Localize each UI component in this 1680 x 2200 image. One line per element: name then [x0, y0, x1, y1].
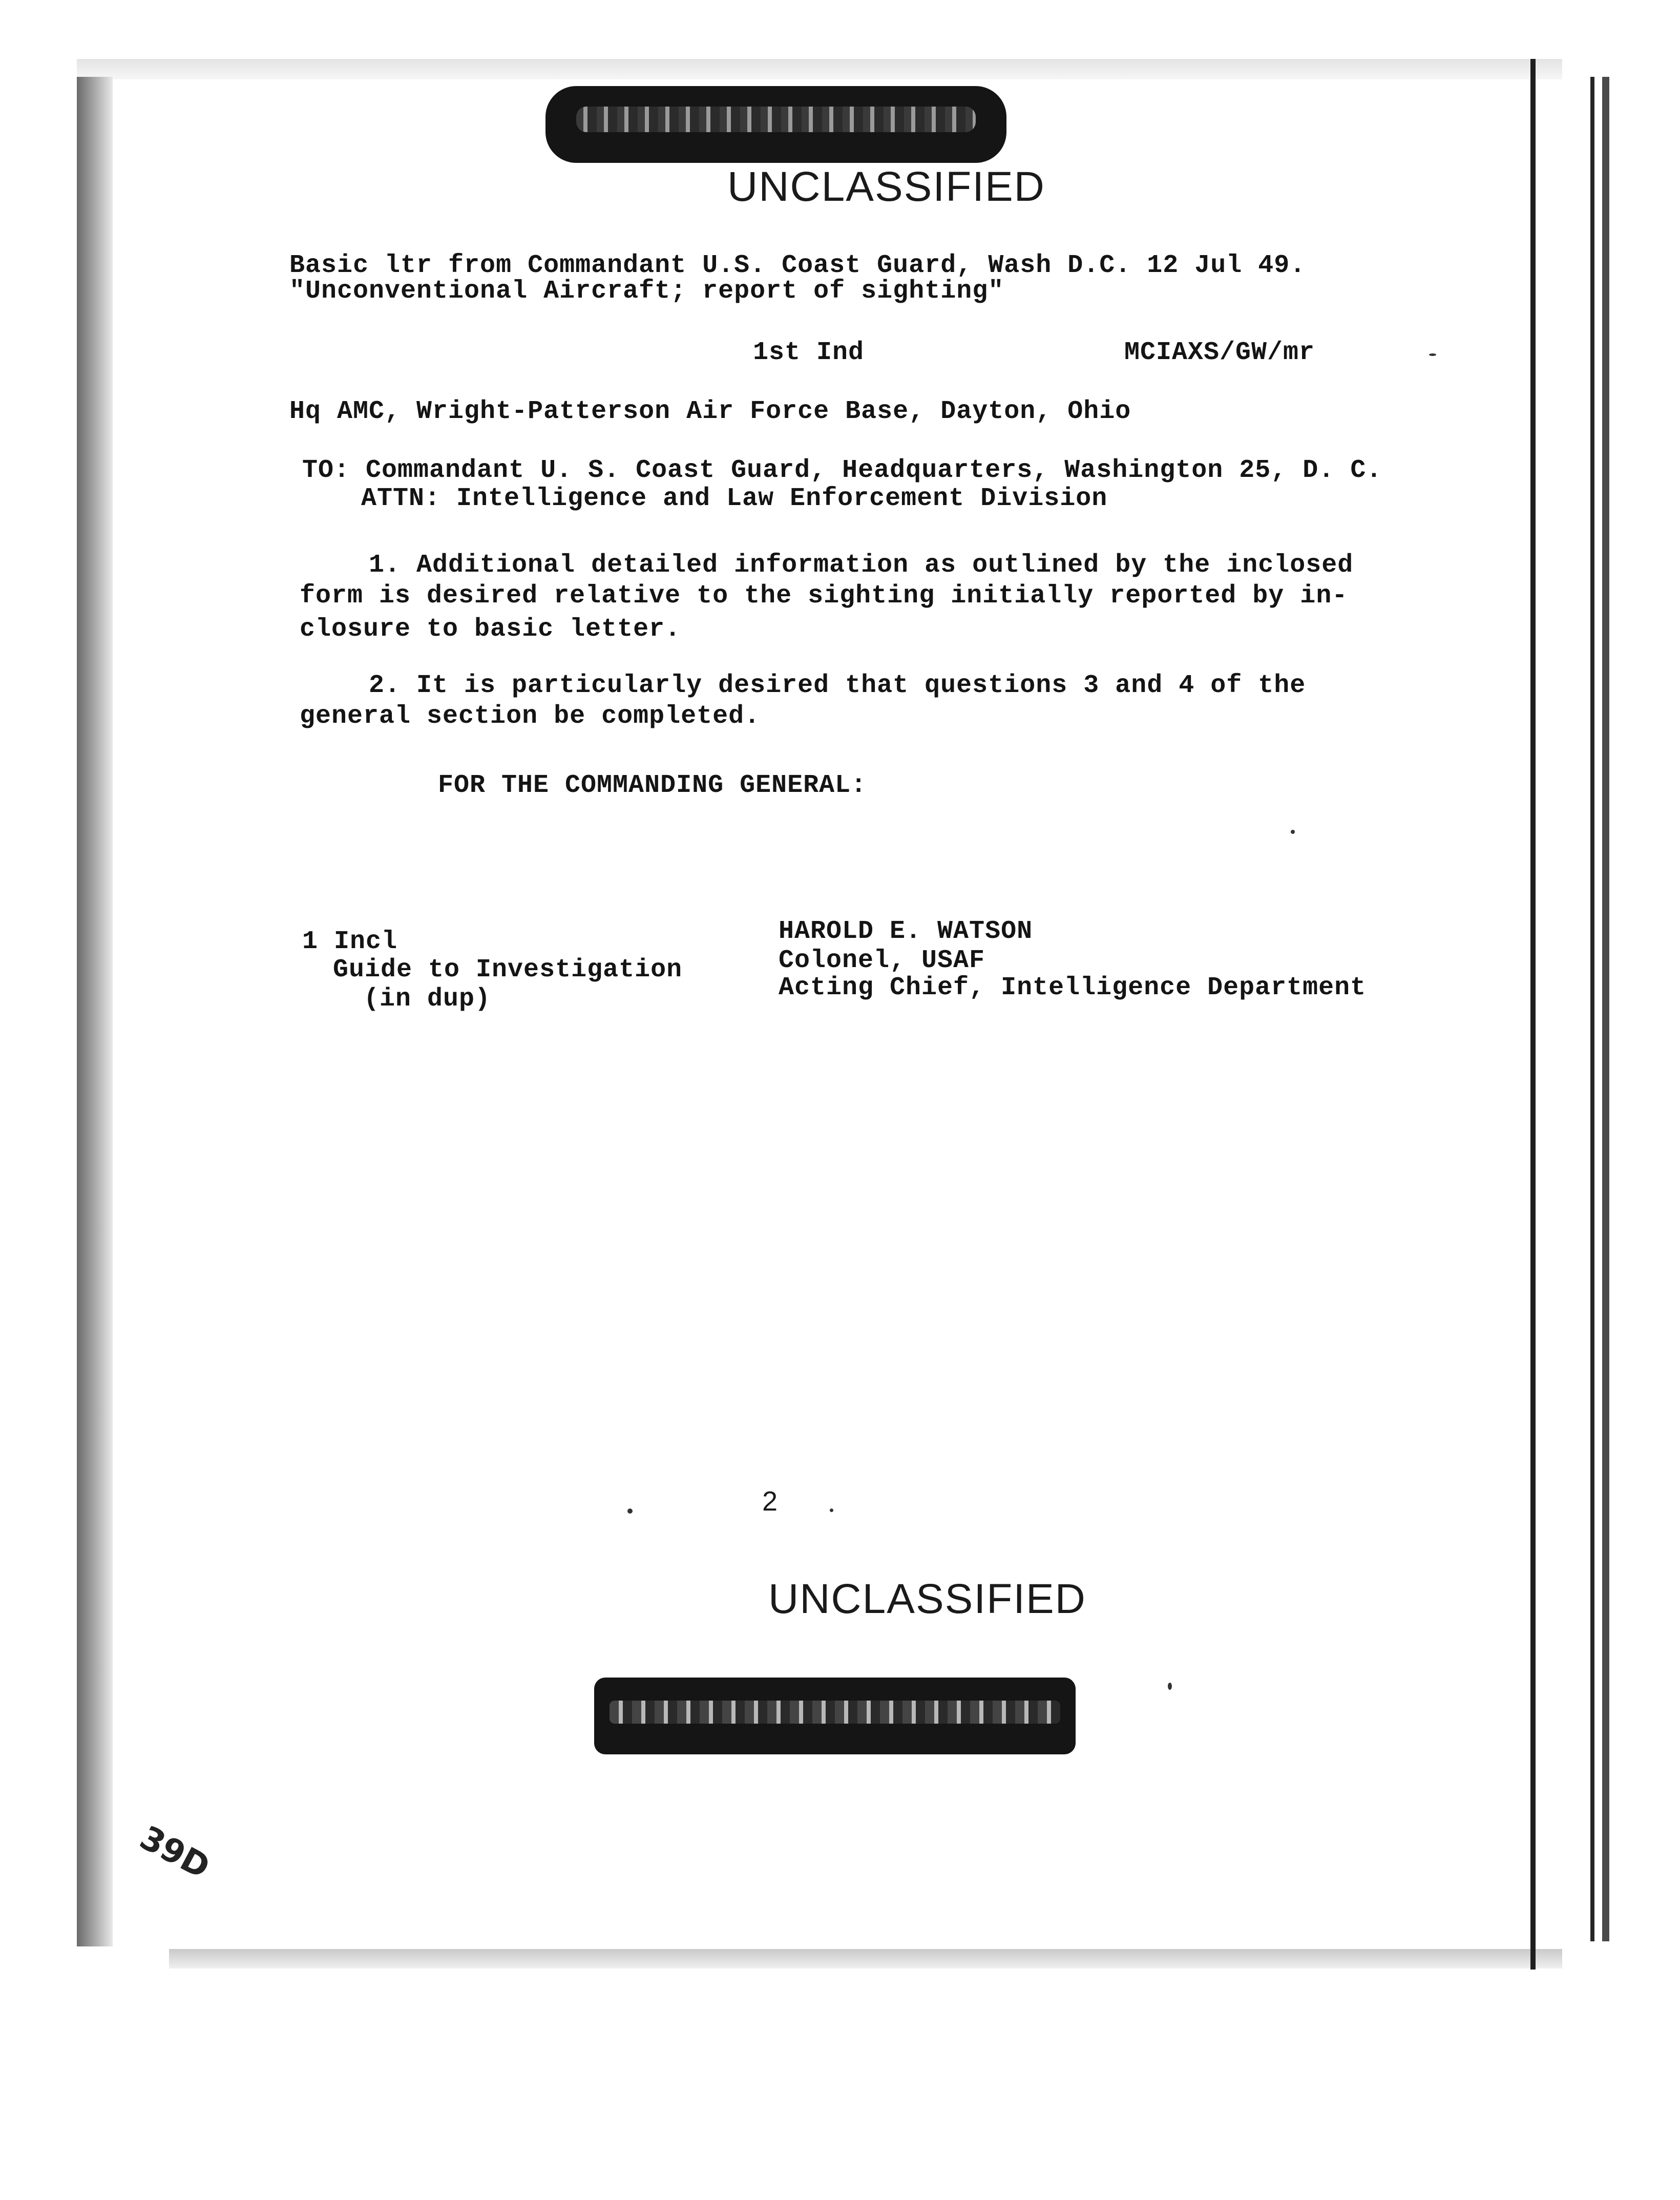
subject-line: "Unconventional Aircraft; report of sighting" [289, 277, 1004, 306]
inclosure-count: 1 Incl [302, 927, 398, 956]
speck [830, 1508, 833, 1512]
page-number: 2 [762, 1486, 778, 1517]
paragraph-2-line-1: 2. It is particularly desired that questions 3 and 4 of the [369, 671, 1306, 700]
paragraph-2-line-2: general section be completed. [300, 702, 761, 731]
attention-line: ATTN: Intelligence and Law Enforcement Division [361, 484, 1108, 513]
sheet-bottom-edge [169, 1949, 1562, 1968]
signatory-rank: Colonel, USAF [779, 946, 985, 975]
from-line: Hq AMC, Wright-Patterson Air Force Base, Dayton, Ohio [289, 397, 1131, 426]
classification-stamp-bottom: UNCLASSIFIED [768, 1576, 1086, 1622]
to-line: TO: Commandant U. S. Coast Guard, Headquarters, Washington 25, D. C. [302, 456, 1382, 485]
inclosure-title: Guide to Investigation [333, 955, 683, 984]
speck [1168, 1683, 1172, 1690]
paragraph-1-line-1: 1. Additional detailed information as outlined by the inclosed [369, 551, 1354, 580]
inclosure-note: (in dup) [364, 984, 491, 1014]
sheet-right-line [1590, 77, 1594, 1941]
speck [627, 1508, 633, 1514]
speck [1429, 353, 1436, 356]
command-line: FOR THE COMMANDING GENERAL: [438, 771, 867, 800]
endorsement-label: 1st Ind [753, 338, 865, 367]
sheet-right-line-outer [1602, 77, 1609, 1941]
signatory-name: HAROLD E. WATSON [779, 917, 1033, 946]
handwritten-note: 39D [133, 1818, 216, 1887]
basic-letter-reference: Basic ltr from Commandant U.S. Coast Guard, Wash D.C. 12 Jul 49. [289, 251, 1306, 280]
signatory-title: Acting Chief, Intelligence Department [779, 973, 1367, 1002]
sheet-top-edge [77, 59, 1562, 79]
redaction-mark-bottom [594, 1678, 1076, 1754]
sheet-left-shadow [77, 77, 113, 1946]
office-reference: MCIAXS/GW/mr [1124, 338, 1315, 367]
speck [1291, 830, 1295, 834]
paragraph-1-line-2: form is desired relative to the sighting initially reported by in- [300, 581, 1348, 611]
paragraph-1-line-3: closure to basic letter. [300, 615, 681, 644]
redaction-mark-top [545, 86, 1006, 163]
classification-stamp-top: UNCLASSIFIED [727, 163, 1045, 210]
sheet-right-edge [1530, 59, 1536, 1969]
